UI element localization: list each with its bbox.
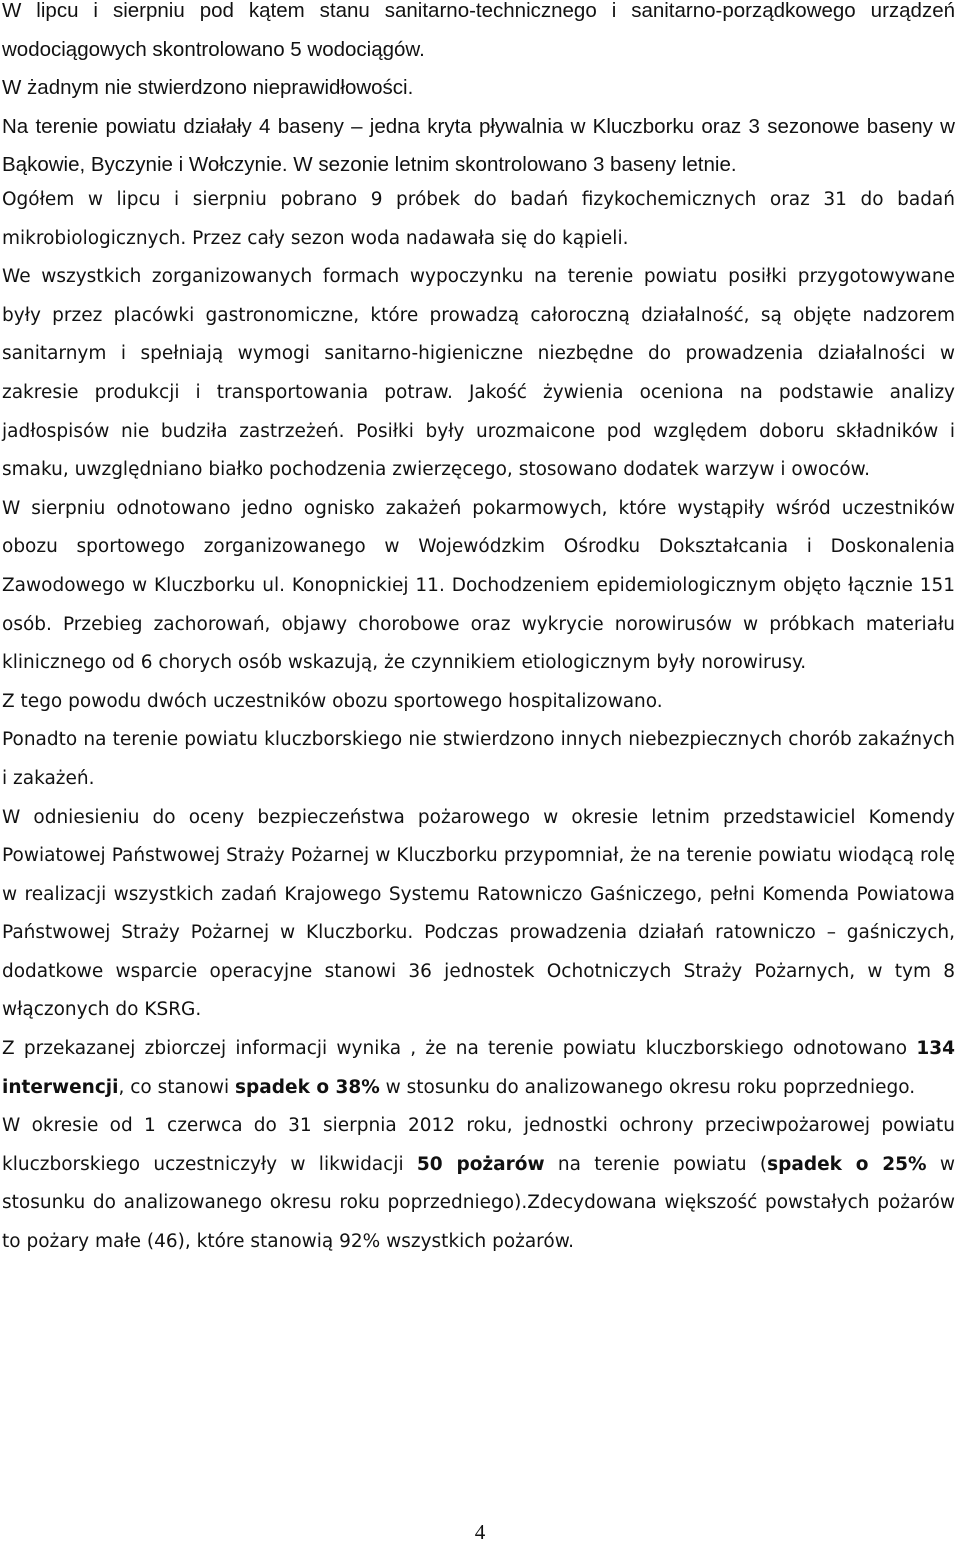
paragraph-no-other-diseases: Ponadto na terenie powiatu kluczborskiego nie stwierdzono innych niebezpiecznych chorób zakaźnych i zakażeń. <box>2 729 955 789</box>
paragraphs-main <box>2 181 955 1262</box>
paragraph-nutrition: We wszystkich zorganizowanych formach wypoczynku na terenie powiatu posiłki przygotowywane były przez placówki gastronomiczne, które prowadzą całoroczną działalność, są objęte nadzorem sanitarnym i spełniają wymogi sanitarno-higieniczne niezbędne do prowadzenia działalności w zakresie produkcji i transportowania potraw. Jakość żywienia oceniona na podstawie analizy jadłospisów nie budziła zastrzeżeń. Posiłki były urozmaicone pod względem doboru składników i smaku, uwzględniano białko pochodzenia zwierzęcego, stosowano dodatek warzyw i owoców. <box>2 266 955 481</box>
paragraph-hospitalization: Z tego powodu dwóch uczestników obozu sportowego hospitalizowano. <box>2 690 663 712</box>
paragraph-fires: W okresie od 1 czerwca do 31 sierpnia 2012 roku, jednostki ochrony przeciwpożarowej powiatu kluczborskiego uczestniczyły w likwidacji 50 pożarów na terenie powiatu (spadek o 25% w stosunku do analizowanego okresu roku poprzedniego).Zdecydowana większość powstałych pożarów to pożary małe (46), które stanowią 92% wszystkich pożarów. <box>2 1115 955 1253</box>
paragraph-outbreak: W sierpniu odnotowano jedno ognisko zakażeń pokarmowych, które wystąpiły wśród uczestników obozu sportowego zorganizowanego w Wojewódzkim Ośrodku Dokształcania i Doskonalenia Zawodowego w Kluczborku ul. Konopnickiej 11. Dochodzeniem epidemiologicznym objęto łącznie 151 osób. Przebieg zachorowań, objawy chorobowe oraz wykrycie norowirusów w próbkach materiału klinicznego od 6 chorych osób wskazują, że czynnikiem etiologicznym były norowirusy. <box>2 497 955 674</box>
paragraph-fire-safety: W odniesieniu do oceny bezpieczeństwa pożarowego w okresie letnim przedstawiciel Komendy Powiatowej Państwowej Straży Pożarnej w Kluczborku przypomniał, że na terenie powiatu wiodącą rolę w realizacji wszystkich zadań Krajowego Systemu Ratowniczo Gaśniczego, pełni Komenda Powiatowa Państwowej Straży Pożarnej w Kluczborku. Podczas prowadzenia działań ratowniczo – gaśniczych, dodatkowe wsparcie operacyjne stanowi 36 jednostek Ochotniczych Straży Pożarnych, w tym 8 włączonych do KSRG. <box>2 806 955 1021</box>
paragraph-pools: Na terenie powiatu działały 4 baseny – jedna kryta pływalnia w Kluczborku oraz 3 sezonowe baseny w Bąkowie, Byczynie i Wołczynie. W sezonie letnim skontrolowano 3 baseny letnie. <box>2 114 955 176</box>
fires-count: 50 pożarów <box>416 1153 545 1175</box>
fires-decrease: spadek o 25% <box>767 1153 927 1175</box>
page-number: 4 <box>474 1520 486 1544</box>
interventions-count: 134 interwencji <box>2 1038 955 1098</box>
paragraph-water-supply: W lipcu i sierpniu pod kątem stanu sanitarno-technicznego i sanitarno-porządkowego urządzeń wodociągowych skontrolowano 5 wodociągów. <box>2 0 955 61</box>
paragraphs-water-pools <box>2 0 955 185</box>
interventions-decrease: spadek o 38% <box>235 1076 380 1098</box>
paragraph-samples: Ogółem w lipcu i sierpniu pobrano 9 próbek do badań fizykochemicznych oraz 31 do badań mikrobiologicznych. Przez cały sezon woda nadawała się do kąpieli. <box>2 189 955 249</box>
paragraph-interventions: Z przekazanej zbiorczej informacji wynika , że na terenie powiatu kluczborskiego odnotowano 134 interwencji, co stanowi spadek o 38% w stosunku do analizowanego okresu roku poprzedniego. <box>2 1038 955 1098</box>
paragraph-no-irregularities: W żadnym nie stwierdzono nieprawidłowości. <box>2 76 414 99</box>
